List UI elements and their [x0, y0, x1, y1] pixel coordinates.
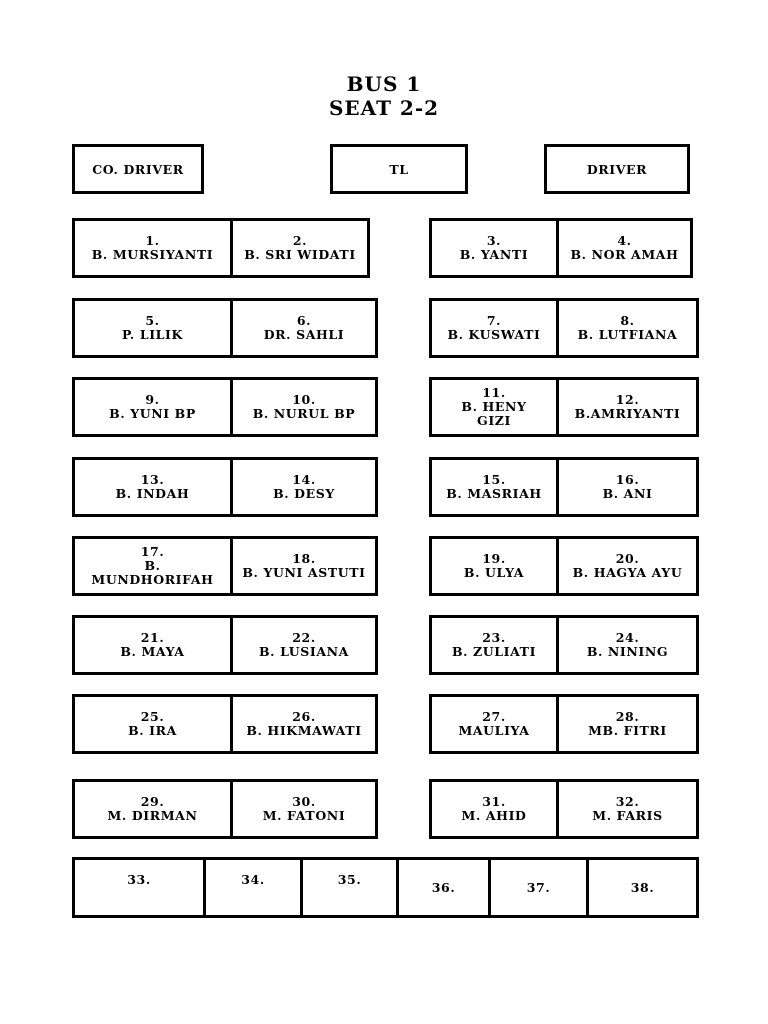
passenger-name: B. ANI [602, 486, 653, 501]
seat-35 [300, 860, 396, 915]
seat-38 [586, 860, 696, 915]
seat-number: 37. [526, 879, 551, 895]
seat-number: 38. [630, 879, 655, 895]
seat [75, 301, 230, 355]
seat-number: 33. [127, 872, 151, 887]
seat [230, 460, 375, 514]
passenger-name: B. KUSWATI [447, 327, 541, 342]
seat-pair-right [429, 779, 699, 839]
seat-number: 24. [615, 630, 640, 645]
passenger-name: B. YANTI [459, 247, 529, 262]
passenger-name: B. ULYA [463, 565, 525, 580]
seat-36 [396, 860, 488, 915]
driver-label: DRIVER [586, 161, 648, 177]
co-driver-label: CO. DRIVER [92, 161, 184, 177]
passenger-name: MB. FITRI [588, 723, 667, 738]
seat [556, 539, 696, 593]
seat-number: 17. [140, 544, 165, 559]
seat [230, 380, 375, 434]
seat-number: 16. [615, 472, 640, 487]
passenger-name: B. LUSIANA [259, 644, 349, 659]
seat-number: 23. [482, 630, 506, 645]
passenger-name: B. [144, 558, 161, 573]
seat [432, 697, 556, 751]
seat-number: 8. [620, 313, 635, 328]
passenger-name: B. IRA [128, 723, 177, 738]
passenger-name: B. YUNI ASTUTI [242, 565, 366, 580]
seat-number: 30. [292, 794, 316, 809]
seat [230, 782, 375, 836]
seat-number: 6. [296, 313, 312, 328]
seat [230, 539, 375, 593]
seat-number: 12. [615, 392, 640, 407]
seat-config-title: SEAT 2-2 [328, 96, 440, 120]
passenger-name: M. FATONI [262, 808, 346, 823]
passenger-name: B. LUTFIANA [577, 327, 678, 342]
passenger-name: B. NINING [586, 644, 669, 659]
passenger-name: B. MAYA [120, 644, 185, 659]
seat-number: 10. [292, 392, 316, 407]
passenger-name: MAULIYA [458, 723, 530, 738]
seat [556, 460, 696, 514]
seat-number: 9. [145, 392, 160, 407]
seat-number: 20. [615, 551, 640, 566]
seat [75, 782, 230, 836]
seat [75, 380, 230, 434]
passenger-name: M. DIRMAN [107, 808, 198, 823]
tl-label: TL [389, 161, 409, 177]
seat-pair-right [429, 218, 693, 278]
seat [432, 539, 556, 593]
seat [75, 539, 230, 593]
seat-pair-left [72, 377, 378, 437]
passenger-name: B. SRI WIDATI [244, 247, 356, 262]
seat-34 [203, 860, 300, 915]
seat-pair-left [72, 457, 378, 517]
seat [75, 697, 230, 751]
passenger-name: B. NURUL BP [252, 406, 356, 421]
seat [75, 618, 230, 672]
passenger-name: P. LILIK [122, 327, 183, 342]
seat-number: 2. [292, 233, 308, 248]
seat-pair-right [429, 457, 699, 517]
seat-number: 25. [140, 709, 165, 724]
seat-pair-right [429, 298, 699, 358]
seat [556, 782, 696, 836]
seat-number: 15. [482, 472, 506, 487]
seat-number: 26. [292, 709, 316, 724]
seat-pair-right [429, 536, 699, 596]
seat [75, 460, 230, 514]
seat-pair-left [72, 536, 378, 596]
tl-box [330, 144, 468, 194]
seat-number: 14. [292, 472, 316, 487]
seat-number: 18. [292, 551, 316, 566]
seat-pair-left [72, 779, 378, 839]
seat-number: 32. [615, 794, 640, 809]
seat-number: 27. [482, 709, 506, 724]
seat [556, 380, 696, 434]
seat-number: 5. [145, 313, 160, 328]
seat-number: 22. [292, 630, 316, 645]
passenger-name: B.AMRIYANTI [574, 406, 681, 421]
passenger-name: B. HIKMAWATI [246, 723, 362, 738]
seat-number: 3. [486, 233, 502, 248]
passenger-name: B. DESY [273, 486, 335, 501]
passenger-name: B. NOR AMAH [570, 247, 679, 262]
seat-pair-right [429, 694, 699, 754]
passenger-name-line2: MUNDHORIFAH [91, 572, 214, 587]
seat-pair-left [72, 298, 378, 358]
seat [230, 221, 367, 275]
driver-box [544, 144, 690, 194]
passenger-name: M. FARIS [592, 808, 663, 823]
seat-number: 28. [615, 709, 640, 724]
seat [75, 221, 230, 275]
seat-number: 36. [431, 879, 456, 895]
seat [432, 618, 556, 672]
seat-number: 13. [140, 472, 165, 487]
passenger-name: B. YUNI BP [109, 406, 196, 421]
seat-number: 21. [140, 630, 165, 645]
seat-pair-left [72, 694, 378, 754]
passenger-name: B. HENY [461, 399, 527, 414]
passenger-name: DR. SAHLI [263, 327, 345, 342]
seat-37 [488, 860, 586, 915]
seat [556, 697, 696, 751]
seat-33 [75, 860, 203, 915]
bus-title: BUS 1 [346, 72, 422, 96]
co-driver-box [72, 144, 204, 194]
passenger-name: B. MASRIAH [446, 486, 542, 501]
seat-pair-left [72, 218, 370, 278]
seat [432, 221, 556, 275]
seat-number: 29. [140, 794, 165, 809]
seat-pair-right [429, 377, 699, 437]
seat-pair-left [72, 615, 378, 675]
seat-number: 4. [617, 233, 632, 248]
seat [556, 618, 696, 672]
seat [432, 301, 556, 355]
passenger-name: B. INDAH [115, 486, 190, 501]
seat-number: 31. [482, 794, 506, 809]
seat [432, 380, 556, 434]
passenger-name: B. ZULIATI [451, 644, 537, 659]
seat-number: 34. [241, 872, 265, 887]
seat-number: 11. [482, 385, 506, 400]
seat-number: 1. [145, 233, 160, 248]
seat [230, 618, 375, 672]
seat [230, 697, 375, 751]
back-row [72, 857, 699, 918]
seat-number: 7. [486, 313, 502, 328]
passenger-name: B. MURSIYANTI [91, 247, 214, 262]
seat [556, 301, 696, 355]
seat-pair-right [429, 615, 699, 675]
passenger-name-line2: GIZI [477, 413, 511, 428]
seat [230, 301, 375, 355]
seat-number: 35. [337, 872, 362, 887]
seat [432, 460, 556, 514]
passenger-name: M. AHID [461, 808, 527, 823]
passenger-name: B. HAGYA AYU [572, 565, 683, 580]
seat-number: 19. [482, 551, 506, 566]
seat [556, 221, 690, 275]
seat [432, 782, 556, 836]
